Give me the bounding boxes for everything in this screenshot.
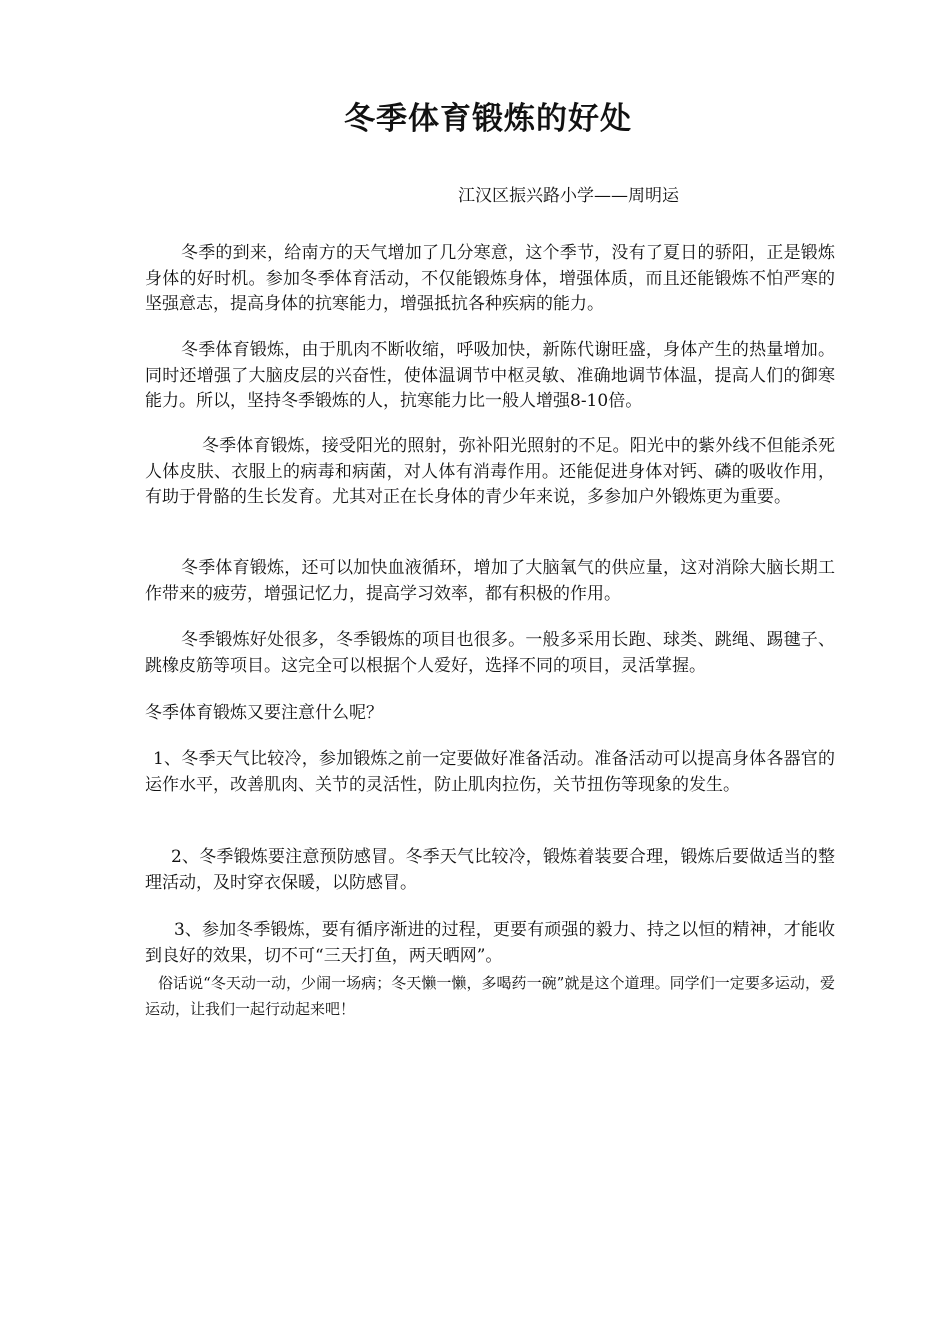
body-paragraph-3: 冬季体育锻炼，接受阳光的照射，弥补阳光照射的不足。阳光中的紫外线不但能杀死人体皮肤、衣服上的病毒和病菌，对人体有消毒作用。还能促进身体对钙、磷的吸收作用，有助于骨骼的生长发育。尤其对正在长身体的青少年来说，多参加户外锻炼更为重要。 (145, 436, 835, 507)
document-title: 冬季体育锻炼的好处 (344, 101, 632, 137)
tip-item-2: 2、冬季锻炼要注意预防感冒。冬季天气比较冷，锻炼着装要合理，锻炼后要做适当的整理活动，及时穿衣保暖，以防感冒。 (145, 847, 835, 893)
body-paragraph-1: 冬季的到来，给南方的天气增加了几分寒意，这个季节，没有了夏日的骄阳，正是锻炼身体的好时机。参加冬季体育活动，不仅能锻炼身体，增强体质，而且还能锻炼不怕严寒的坚强意志，提高身体的抗寒能力，增强抵抗各种疾病的能力。 (145, 243, 835, 314)
question-heading: 冬季体育锻炼又要注意什么呢？ (145, 703, 383, 723)
closing-paragraph: 俗话说“冬天动一动，少闹一场病；冬天懒一懒，多喝药一碗”就是这个道理。同学们一定要多运动，爱运动，让我们一起行动起来吧！ (145, 974, 835, 1018)
author-line: 江汉区振兴路小学——周明运 (458, 186, 679, 206)
tip-item-3: 3、参加冬季锻炼，要有循序渐进的过程，更要有顽强的毅力、持之以恒的精神，才能收到良好的效果，切不可“三天打鱼，两天晒网”。 (145, 920, 835, 966)
body-paragraph-2: 冬季体育锻炼，由于肌肉不断收缩，呼吸加快，新陈代谢旺盛，身体产生的热量增加。同时还增强了大脑皮层的兴奋性，使体温调节中枢灵敏、准确地调节体温，提高人们的御寒能力。所以，坚持冬季锻炼的人，抗寒能力比一般人增强8-10倍。 (145, 340, 835, 411)
body-paragraph-4: 冬季体育锻炼，还可以加快血液循环，增加了大脑氧气的供应量，这对消除大脑长期工作带来的疲劳，增强记忆力，提高学习效率，都有积极的作用。 (145, 558, 835, 604)
tip-item-1: 1、冬季天气比较冷，参加锻炼之前一定要做好准备活动。准备活动可以提高身体各器官的运作水平，改善肌肉、关节的灵活性，防止肌肉拉伤，关节扭伤等现象的发生。 (145, 749, 835, 795)
body-paragraph-5: 冬季锻炼好处很多，冬季锻炼的项目也很多。一般多采用长跑、球类、跳绳、踢毽子、跳橡皮筋等项目。这完全可以根据个人爱好，选择不同的项目，灵活掌握。 (145, 630, 835, 676)
